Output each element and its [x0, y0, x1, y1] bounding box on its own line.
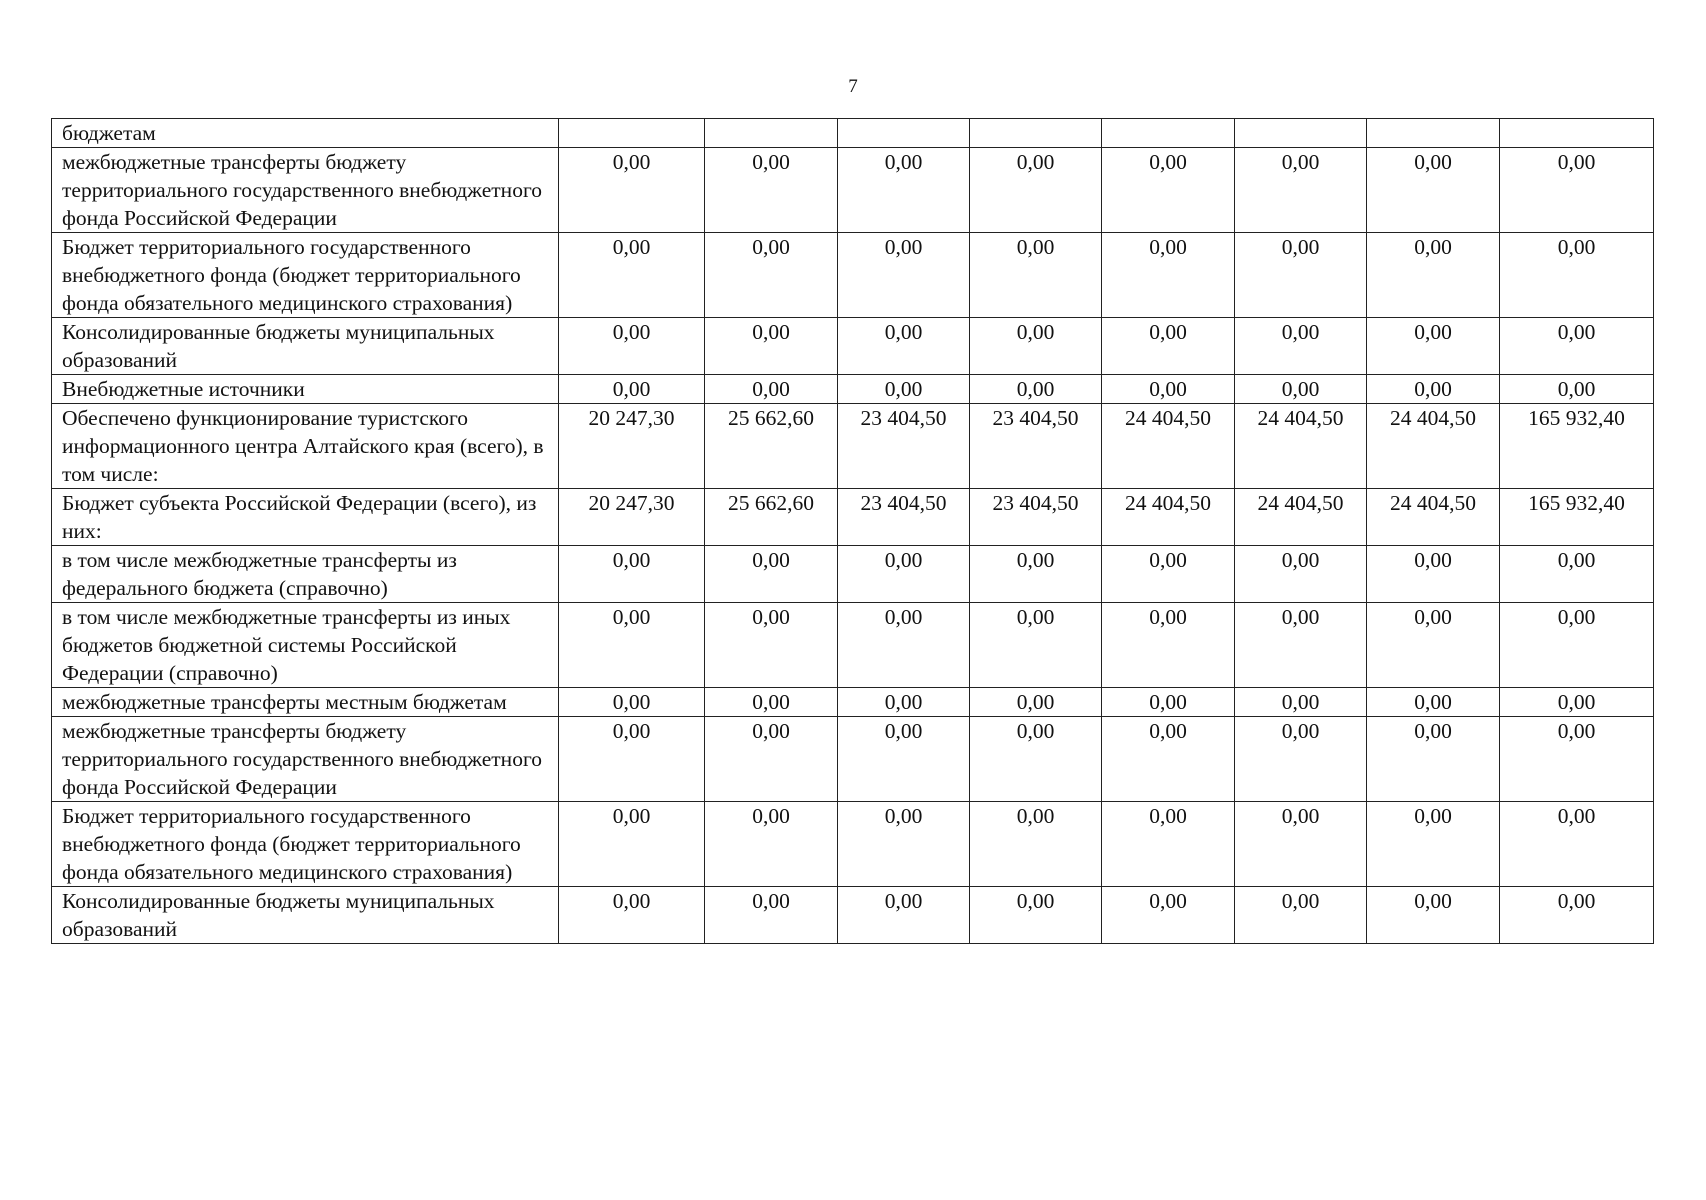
value-cell: 0,00	[1500, 802, 1654, 887]
value-cell: 0,00	[705, 802, 838, 887]
value-cell: 0,00	[705, 688, 838, 717]
value-cell: 0,00	[838, 802, 970, 887]
value-cell: 0,00	[1500, 318, 1654, 375]
value-cell: 0,00	[970, 375, 1102, 404]
value-cell: 0,00	[970, 717, 1102, 802]
value-cell: 0,00	[1500, 233, 1654, 318]
value-cell: 23 404,50	[970, 404, 1102, 489]
value-cell: 24 404,50	[1235, 404, 1367, 489]
value-cell: 0,00	[1500, 603, 1654, 688]
value-cell: 23 404,50	[970, 489, 1102, 546]
value-cell: 0,00	[1102, 603, 1235, 688]
value-cell: 25 662,60	[705, 404, 838, 489]
value-cell: 23 404,50	[838, 404, 970, 489]
value-cell: 0,00	[1235, 233, 1367, 318]
value-cell	[1102, 119, 1235, 148]
row-label: Консолидированные бюджеты муниципальных образований	[52, 318, 559, 375]
value-cell: 0,00	[559, 688, 705, 717]
value-cell: 0,00	[559, 546, 705, 603]
value-cell: 0,00	[838, 546, 970, 603]
value-cell: 0,00	[1500, 887, 1654, 944]
row-label: в том числе межбюджетные трансферты из иных бюджетов бюджетной системы Российской Федерации (справочно)	[52, 603, 559, 688]
table-row	[52, 717, 1654, 802]
value-cell: 0,00	[838, 717, 970, 802]
value-cell: 0,00	[1500, 717, 1654, 802]
value-cell: 0,00	[1235, 375, 1367, 404]
value-cell: 0,00	[559, 802, 705, 887]
value-cell: 0,00	[1367, 603, 1500, 688]
row-label: Бюджет территориального государственного внебюджетного фонда (бюджет территориального фонда обязательного медицинского страхования)	[52, 802, 559, 887]
value-cell: 20 247,30	[559, 404, 705, 489]
value-cell: 0,00	[838, 148, 970, 233]
table-row	[52, 148, 1654, 233]
value-cell: 24 404,50	[1102, 489, 1235, 546]
value-cell: 0,00	[705, 233, 838, 318]
value-cell: 0,00	[559, 717, 705, 802]
value-cell: 0,00	[1367, 148, 1500, 233]
value-cell: 0,00	[1102, 688, 1235, 717]
value-cell: 0,00	[705, 717, 838, 802]
table-row	[52, 233, 1654, 318]
value-cell: 0,00	[1500, 148, 1654, 233]
value-cell	[1235, 119, 1367, 148]
row-label: Бюджет территориального государственного внебюджетного фонда (бюджет территориального фонда обязательного медицинского страхования)	[52, 233, 559, 318]
value-cell: 0,00	[559, 318, 705, 375]
row-label: Консолидированные бюджеты муниципальных образований	[52, 887, 559, 944]
value-cell: 0,00	[1367, 717, 1500, 802]
value-cell: 0,00	[1102, 233, 1235, 318]
value-cell	[1367, 119, 1500, 148]
value-cell: 0,00	[838, 233, 970, 318]
value-cell: 0,00	[1235, 887, 1367, 944]
value-cell	[705, 119, 838, 148]
value-cell: 0,00	[1102, 546, 1235, 603]
value-cell: 0,00	[1102, 375, 1235, 404]
value-cell: 0,00	[838, 603, 970, 688]
value-cell: 24 404,50	[1235, 489, 1367, 546]
value-cell: 24 404,50	[1102, 404, 1235, 489]
value-cell: 0,00	[1367, 887, 1500, 944]
value-cell: 0,00	[705, 603, 838, 688]
row-label: межбюджетные трансферты бюджету территориального государственного внебюджетного фонда Российской Федерации	[52, 148, 559, 233]
value-cell: 0,00	[970, 546, 1102, 603]
value-cell	[1500, 119, 1654, 148]
value-cell: 0,00	[705, 375, 838, 404]
value-cell: 0,00	[705, 148, 838, 233]
budget-table	[51, 118, 1654, 944]
value-cell: 0,00	[705, 546, 838, 603]
table-body	[52, 119, 1654, 944]
row-label: межбюджетные трансферты местным бюджетам	[52, 688, 559, 717]
value-cell: 0,00	[1500, 546, 1654, 603]
value-cell: 0,00	[838, 318, 970, 375]
value-cell: 0,00	[1367, 233, 1500, 318]
table-row	[52, 802, 1654, 887]
row-label: в том числе межбюджетные трансферты из федерального бюджета (справочно)	[52, 546, 559, 603]
value-cell	[970, 119, 1102, 148]
value-cell: 0,00	[559, 887, 705, 944]
value-cell: 0,00	[1102, 717, 1235, 802]
value-cell: 0,00	[1367, 546, 1500, 603]
table-row	[52, 603, 1654, 688]
value-cell: 0,00	[1500, 688, 1654, 717]
value-cell: 20 247,30	[559, 489, 705, 546]
value-cell: 0,00	[970, 233, 1102, 318]
value-cell: 0,00	[1102, 802, 1235, 887]
table-row	[52, 887, 1654, 944]
value-cell: 24 404,50	[1367, 489, 1500, 546]
value-cell: 0,00	[1102, 318, 1235, 375]
value-cell: 0,00	[970, 688, 1102, 717]
value-cell: 0,00	[559, 148, 705, 233]
value-cell: 23 404,50	[838, 489, 970, 546]
value-cell: 165 932,40	[1500, 404, 1654, 489]
value-cell: 0,00	[1367, 318, 1500, 375]
table-row	[52, 489, 1654, 546]
table-row	[52, 688, 1654, 717]
value-cell: 0,00	[705, 318, 838, 375]
value-cell: 0,00	[559, 603, 705, 688]
value-cell: 0,00	[1367, 688, 1500, 717]
value-cell: 0,00	[1500, 375, 1654, 404]
value-cell: 0,00	[1367, 802, 1500, 887]
value-cell: 0,00	[1235, 603, 1367, 688]
row-label: Обеспечено функционирование туристского информационного центра Алтайского края (всего), в том числе:	[52, 404, 559, 489]
row-label: межбюджетные трансферты бюджету территориального государственного внебюджетного фонда Российской Федерации	[52, 717, 559, 802]
table-row	[52, 546, 1654, 603]
value-cell: 0,00	[559, 233, 705, 318]
page-number: 7	[848, 76, 858, 97]
value-cell: 0,00	[1102, 887, 1235, 944]
table-row	[52, 404, 1654, 489]
value-cell: 0,00	[970, 148, 1102, 233]
value-cell: 0,00	[1235, 318, 1367, 375]
table-row	[52, 375, 1654, 404]
value-cell: 25 662,60	[705, 489, 838, 546]
value-cell: 0,00	[1235, 802, 1367, 887]
table-row	[52, 318, 1654, 375]
value-cell: 0,00	[970, 887, 1102, 944]
table-row	[52, 119, 1654, 148]
value-cell: 0,00	[1235, 148, 1367, 233]
value-cell: 0,00	[559, 375, 705, 404]
value-cell: 0,00	[1235, 717, 1367, 802]
row-label: бюджетам	[52, 119, 559, 148]
value-cell: 165 932,40	[1500, 489, 1654, 546]
row-label: Бюджет субъекта Российской Федерации (всего), из них:	[52, 489, 559, 546]
value-cell: 0,00	[1235, 688, 1367, 717]
value-cell: 0,00	[705, 887, 838, 944]
value-cell: 0,00	[970, 318, 1102, 375]
value-cell	[838, 119, 970, 148]
value-cell: 0,00	[838, 887, 970, 944]
value-cell: 0,00	[1235, 546, 1367, 603]
value-cell: 24 404,50	[1367, 404, 1500, 489]
value-cell: 0,00	[1102, 148, 1235, 233]
value-cell	[559, 119, 705, 148]
value-cell: 0,00	[970, 802, 1102, 887]
value-cell: 0,00	[838, 688, 970, 717]
value-cell: 0,00	[970, 603, 1102, 688]
value-cell: 0,00	[838, 375, 970, 404]
value-cell: 0,00	[1367, 375, 1500, 404]
row-label: Внебюджетные источники	[52, 375, 559, 404]
